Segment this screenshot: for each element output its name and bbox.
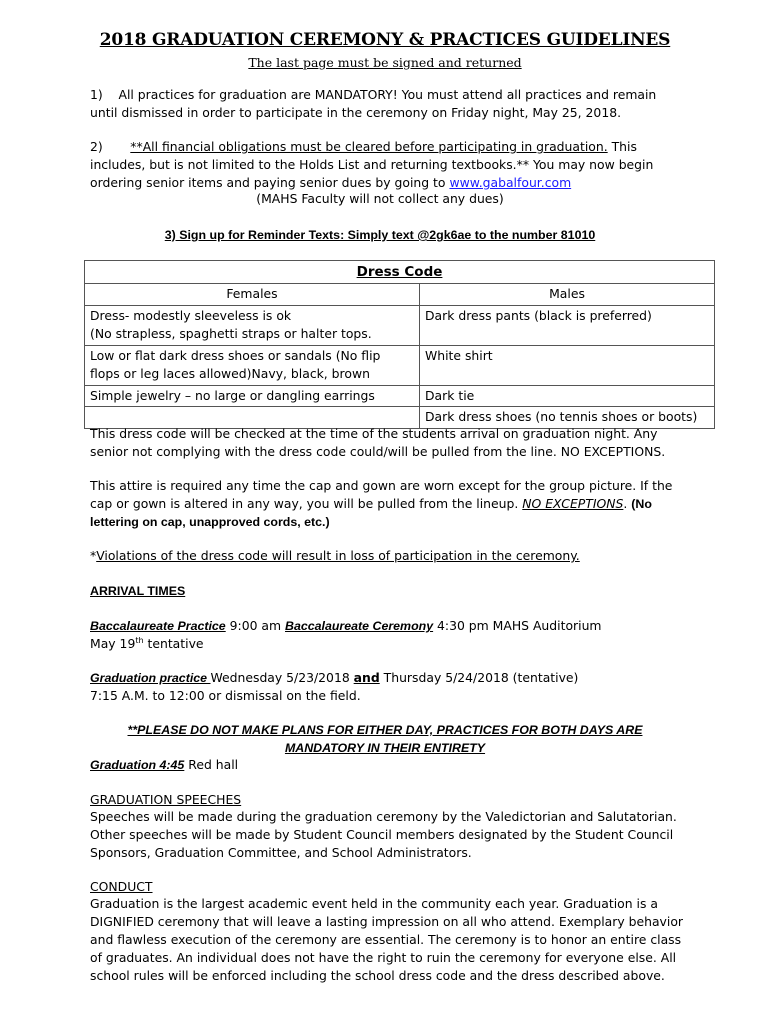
item-2-note: (MAHS Faculty will not collect any dues) — [256, 191, 504, 206]
table-row — [85, 385, 715, 407]
grad-practice-and: and — [353, 670, 380, 685]
dress-code-table — [84, 260, 715, 429]
violations-star: * — [90, 548, 97, 563]
table-row — [85, 345, 715, 385]
bacc-date: May 19th tentative — [90, 635, 204, 651]
males-header: Males — [420, 284, 715, 306]
attire-bold: (No lettering on cap, unapproved cords, etc.) — [90, 497, 652, 529]
grad-practice-time: 7:15 A.M. to 12:00 or dismissal on the field. — [90, 688, 361, 703]
dress-code-heading: Dress Code — [85, 261, 715, 284]
attire-text: This attire is required any time the cap and gown are worn except for the group picture. If the cap or gown is altered in any way, you will be pulled from the lineup. — [90, 478, 673, 511]
please-note: **PLEASE DO NOT MAKE PLANS FOR EITHER DAY, PRACTICES FOR BOTH DAYS ARE MANDATORY IN THEIR ENTIRETY — [127, 723, 643, 755]
attire-period: . — [623, 496, 632, 511]
male-cell: Dark dress shoes (no tennis shoes or boots) — [420, 407, 715, 429]
arrival-heading: ARRIVAL TIMES — [90, 584, 186, 598]
item-1 — [90, 86, 685, 122]
page-subtitle: The last page must be signed and returned — [248, 55, 522, 70]
speeches-text: Speeches will be made during the graduation ceremony by the Valedictorian and Salutatorian. Other speeches will be made by Student Council members designated by the Student Council Sponsors, Graduation Committee, and School Administrators. — [90, 809, 677, 860]
item-2 — [90, 138, 685, 192]
item-1-number: 1) — [90, 87, 103, 102]
grad-practice-line — [90, 669, 690, 705]
grad-practice-text1: Wednesday 5/23/2018 — [210, 670, 354, 685]
item-2-underlined: **All financial obligations must be cleared before participating in graduation. — [130, 139, 608, 154]
item-3: 3) Sign up for Reminder Texts: Simply text @2gk6ae to the number 81010 — [164, 228, 596, 242]
bacc-practice-label: Baccalaureate Practice — [90, 619, 226, 633]
bacc-ceremony-label: Baccalaureate Ceremony — [285, 619, 434, 633]
speeches-heading: GRADUATION SPEECHES — [90, 792, 242, 807]
attire-no-exceptions: NO EXCEPTIONS — [522, 496, 624, 511]
violations-text: Violations of the dress code will result in loss of participation in the ceremony. — [96, 548, 580, 563]
female-cell — [85, 305, 420, 345]
graduation-line — [90, 756, 690, 774]
bacc-practice-time: 9:00 am — [225, 618, 286, 633]
gabalfour-link[interactable]: www.gabalfour.com — [449, 175, 572, 190]
female-cell: Low or flat dark dress shoes or sandals (No flip flops or leg laces allowed)Navy, black, brown — [85, 345, 420, 385]
graduation-location: Red hall — [184, 757, 239, 772]
bacc-ceremony-time: 4:30 pm MAHS Auditorium — [433, 618, 602, 633]
item-1-text: All practices for graduation are MANDATORY! You must attend all practices and remain until dismissed in order to participate in the ceremony on Friday night, May 25, 2018. — [90, 87, 657, 120]
female-cell: Simple jewelry – no large or dangling earrings — [85, 385, 420, 407]
conduct-heading: CONDUCT — [90, 879, 153, 894]
item-2-text: This includes, but is not limited to the Holds List and returning textbooks.** You may now begin ordering senior items and paying senior dues by going to — [90, 139, 654, 190]
female-cell-line-2: (No strapless, spaghetti straps or halter tops. — [90, 326, 372, 341]
graduation-label: Graduation 4:45 — [90, 758, 185, 772]
page-title: 2018 GRADUATION CEREMONY & PRACTICES GUIDELINES — [99, 30, 671, 50]
conduct-text: Graduation is the largest academic event held in the community each year. Graduation is a DIGNIFIED ceremony that will leave a lasting impression on all who attend. Exemplary behavior and flawless execution of the ceremony are essential. The ceremony is to honor an entire class of graduates. An individual does not have the right to ruin the ceremony for everyone else. All school rules will be enforced including the school dress code and the dress described above. — [90, 896, 683, 983]
grad-practice-label: Graduation practice — [90, 671, 211, 685]
male-cell: White shirt — [420, 345, 715, 385]
grad-practice-text2: Thursday 5/24/2018 (tentative) — [379, 670, 579, 685]
attire-paragraph — [90, 477, 685, 531]
baccalaureate-line — [90, 617, 690, 653]
violations-line — [90, 547, 690, 565]
female-cell-line-1: Dress- modestly sleeveless is ok — [90, 307, 292, 323]
table-row — [85, 305, 715, 345]
item-2-number: 2) — [90, 139, 103, 154]
females-header: Females — [85, 284, 420, 306]
dress-note: This dress code will be checked at the time of the students arrival on graduation night. Any senior not complying with the dress code could/will be pulled from the line. NO EXCEPTIONS. — [90, 426, 666, 459]
male-cell: Dark tie — [420, 385, 715, 407]
male-cell: Dark dress pants (black is preferred) — [420, 305, 715, 345]
